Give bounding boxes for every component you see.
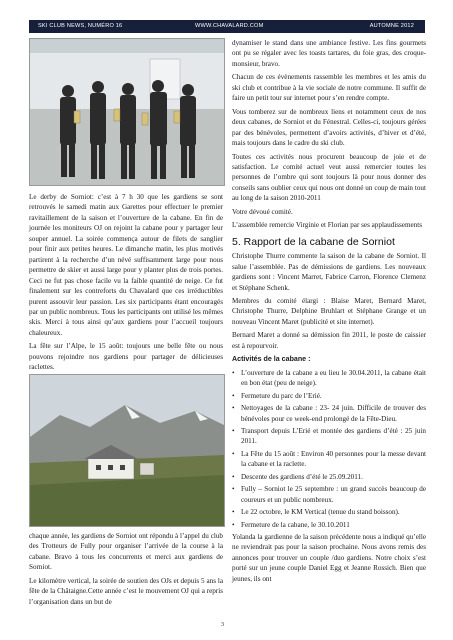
- list-item: • Fermeture de la cabane, le 30.10.2011: [232, 520, 426, 530]
- header-website: WWW.CHAVALARD.COM: [195, 23, 264, 29]
- paragraph: Chacun de ces évènements rassemble les membres et les amis du ski club et contribue à la vie sociale de notre commune. Il suffit de faire un petit tour sur internet pour s’en rendre compte.: [232, 73, 426, 103]
- paragraph: La fête sur l’Alpe, le 15 août: toujours une belle fête ou nous pouvons rejoindre nos gardiens pour partager de délicieuses raclettes.: [29, 342, 223, 372]
- paragraph: Yolanda la gardienne de la saison précédente nous a indiqué qu’elle ne reviendrait pas pour la saison prochaine. Nous avons remis des annonces pour trouver un couple /duo gardiens. Notre choix s’est porté sur un jeune couple Daniel Egg et Jeanne Rossich. Bien que jeunes, ils ont: [232, 533, 426, 583]
- page-number: 3: [221, 622, 224, 628]
- paragraph: Bernard Maret a donné sa démission fin 2011, le poste de caissier est à repourvoir.: [232, 331, 426, 350]
- left-column-text: [29, 192, 223, 389]
- list-item: • Descente des gardiens d’été le 25.09.2011.: [232, 472, 426, 482]
- list-item: • Nettoyages de la cabane : 23- 24 juin. Difficile de trouver des bénévoles pour ce week-end prolongé de la Fête-Dieu.: [232, 403, 426, 424]
- group-trophy-photo: [29, 38, 225, 186]
- paragraph: Christophe Thurre commente la saison de la cabane de Sorniot. Il salue l’assemblée. Pas de démissions de gardiens. Les nouveaux gardiens sont : Vincent Marret, Fabrice Carron, Florence Clemenz et Stéphane Schenk.: [232, 252, 426, 292]
- right-column-text: [232, 38, 426, 587]
- paragraph: Membres du comité élargi : Blaise Maret, Bernard Maret, Christophe Thurre, Delphine Bruhlart et Stéphane Grange et un nouveau Vincent Maret (publicité et site internet).: [232, 296, 426, 326]
- activities-list: [232, 368, 426, 530]
- list-item: • La Fête du 15 août : Environ 40 personnes pour la messe devant la cabane et la raclette.: [232, 449, 426, 470]
- paragraph: L’assemblée remercie Virginie et Florian par ses applaudissements: [232, 221, 422, 230]
- list-item: • Transport depuis L’Erié et montée des gardiens d’été : 25 juin 2011.: [232, 426, 426, 447]
- list-item: • Le 22 octobre, le KM Vertical (tenue du stand boisson).: [232, 507, 426, 517]
- paragraph: Le kilomètre vertical, la soirée de soutien des OJs et depuis 5 ans la fête de la Châtaigne.Cette année c’est le mouvement OJ qui a repris l’organisation dans un but de: [29, 576, 223, 606]
- list-item: • L’ouverture de la cabane a eu lieu le 30.04.2011, la cabane était en bon état (peu de neige).: [232, 368, 426, 389]
- page-header: [29, 20, 425, 33]
- activities-heading: Activités de la cabane :: [232, 355, 311, 364]
- paragraph: Vous tomberez sur de nombreux liens et notamment ceux de nos deux cabanes, de Sorniot et du Fénestral. Celles-ci, toujours gérées par des bénévoles, permettent d’avoirs activités, d’hiver et d’été, mais toujours dans le cadre du ski club.: [232, 107, 426, 148]
- paragraph: Toutes ces activités nous procurent beaucoup de joie et de satisfaction. Le comité actuel veut aussi remercier toutes les personnes de l’ombre qui sont toujours là pour nous donner des conseils sans oublier ceux qui nous ont donné un coup de main tout au long de la saison 2010-2011: [232, 152, 426, 203]
- list-item: • Fermeture du parc de l’Erié.: [232, 391, 426, 401]
- list-item: • Fully – Sorniot le 25 septembre : un grand succès beaucoup de coureurs et un public nombreux.: [232, 484, 426, 505]
- paragraph: chaque année, les gardiens de Sorniot ont répondu à l’appel du club des Trotteurs de Fully pour organiser l’arrivée de la course à la cabane. Bravo à tous les concurrents et merci aux gardiens de Sorniot.: [29, 532, 223, 572]
- header-issue: SKI CLUB NEWS, NUMÉRO 16: [38, 23, 123, 29]
- paragraph: Votre dévoué comité.: [232, 207, 293, 216]
- cabin-landscape-illustration: [30, 375, 224, 526]
- paragraph: Le derby de Sorniot: c’est à 7 h 30 que les gardiens se sont retrouvés le samedi matin aux Garettes pour effectuer le premier ravitaillement de la saison et l’ouverture de la cabane. En fin de journée les moniteurs OJ on rejoint la cabane pour y partager leur souper annuel. La soirée commença autour de filets de sanglier pour finir aux petites heures. Le dimanche matin, les plus motivés partirent à la recherche d’un névé suffisamment large pour nous permettre de skier et aussi large pour y planter plus de trois portes. Ceci ne fut pas chose facile vu la faible quantité de neige. Ce fut finalement sur les contreforts du Chavalard que ces irréductibles purent assouvir leur passion. Les six participants étant encouragés par un public nombreux. Tous les participants ont utilisé les mêmes skis. Merci à tous ainsi qu’aux gardiens pour l’accueil toujours chaleureux.: [29, 193, 223, 337]
- group-photo-illustration: [30, 39, 224, 185]
- section-title: 5. Rapport de la cabane de Sorniot: [232, 235, 395, 248]
- header-season: AUTOMNE 2012: [369, 23, 414, 29]
- mountain-cabin-photo: [29, 374, 225, 527]
- paragraph: dynamiser le stand dans une ambiance festive. Les fins gourmets ont pu se régaler avec les toasts tartares, du foie gras, des croque-monsieur, bravo.: [232, 39, 426, 68]
- left-column-continued: [29, 531, 223, 610]
